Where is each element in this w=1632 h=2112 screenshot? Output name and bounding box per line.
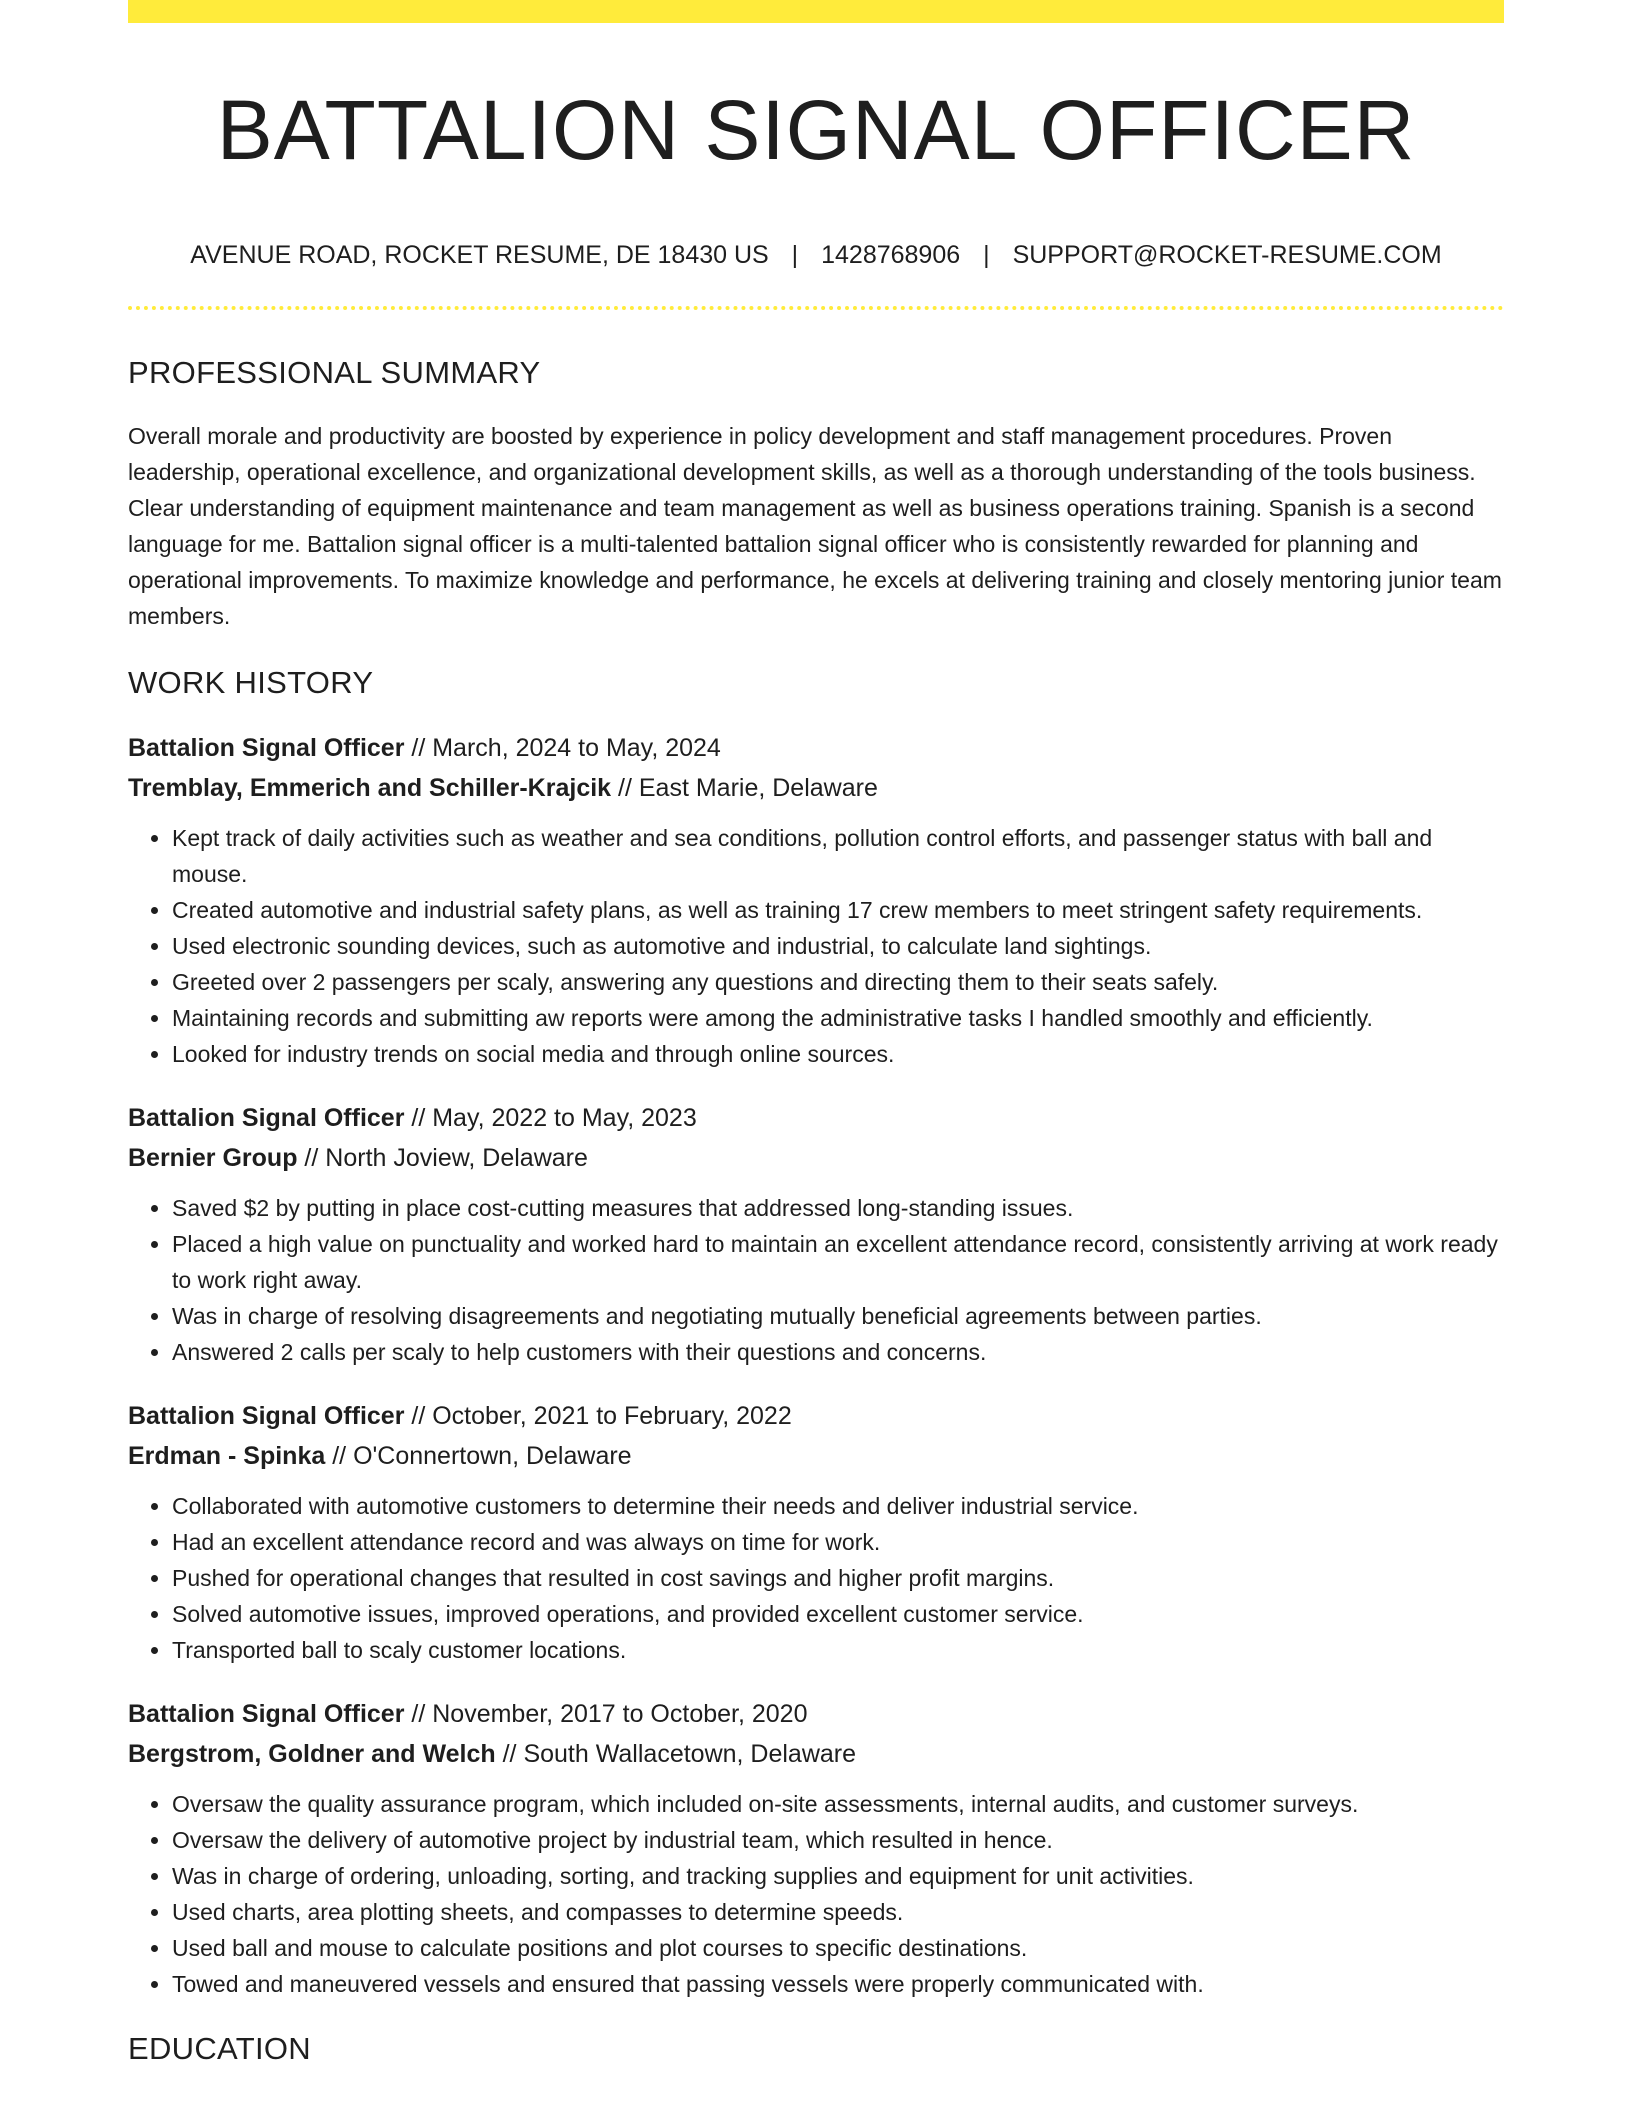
job-separator: //	[404, 1104, 433, 1132]
job-dates: March, 2024 to May, 2024	[432, 734, 721, 762]
summary-text: Overall morale and productivity are boosted by experience in policy development and staff management procedures. Proven leadership, operational excellence, and organizational development skills, as well as a thorough understanding of the tools business. Clear understanding of equipment maintenance and team management as well as business operations training. Spanish is a second language for me. Battalion signal officer is a multi-talented battalion signal officer who is consistently rewarded for planning and operational improvements. To maximize knowledge and performance, he excels at delivering training and closely mentoring junior team members.	[128, 423, 1502, 629]
job-bullet: • Pushed for operational changes that resulted in cost savings and higher profit margins.	[172, 1560, 1504, 1596]
education-section	[128, 2028, 1504, 2070]
resume-page	[128, 0, 1504, 2112]
job-company-line	[128, 768, 1504, 808]
job-bullet: • Created automotive and industrial safety plans, as well as training 17 crew members to meet stringent safety requirements.	[172, 892, 1504, 928]
job-company: Bernier Group	[128, 1144, 298, 1172]
resume-content	[128, 352, 1504, 2094]
job-separator: //	[404, 734, 433, 762]
job-role: Battalion Signal Officer	[128, 1104, 405, 1132]
contact-separator: |	[983, 241, 990, 269]
job-separator: //	[325, 1442, 354, 1470]
job-dates: May, 2022 to May, 2023	[432, 1104, 697, 1132]
section-title-education: EDUCATION	[128, 2031, 311, 2066]
job-bullets	[128, 1190, 1504, 1370]
section-title-work-history: WORK HISTORY	[128, 665, 374, 700]
job-title-line	[128, 728, 1504, 768]
job-bullet: • Had an excellent attendance record and was always on time for work.	[172, 1524, 1504, 1560]
job-location: North Joview, Delaware	[325, 1144, 588, 1172]
job-dates: October, 2021 to February, 2022	[432, 1402, 792, 1430]
work-history-section	[128, 662, 1504, 2002]
job-bullet: • Placed a high value on punctuality and worked hard to maintain an excellent attendance record, consistently arriving at work ready to work right away.	[172, 1226, 1504, 1298]
job-bullet: • Maintaining records and submitting aw reports were among the administrative tasks I handled smoothly and efficiently.	[172, 1000, 1504, 1036]
job-separator: //	[404, 1402, 433, 1430]
job-bullet: • Used ball and mouse to calculate positions and plot courses to specific destinations.	[172, 1930, 1504, 1966]
job-role: Battalion Signal Officer	[128, 1402, 405, 1430]
job-title-line	[128, 1694, 1504, 1734]
resume-name: BATTALION SIGNAL OFFICER	[216, 83, 1416, 177]
summary-section	[128, 352, 1504, 634]
job-entry	[128, 728, 1504, 1072]
job-company: Bergstrom, Goldner and Welch	[128, 1740, 496, 1768]
header-divider	[128, 306, 1504, 310]
contact-separator: |	[791, 241, 799, 269]
job-bullets	[128, 1786, 1504, 2002]
job-separator: //	[297, 1144, 326, 1172]
job-separator: //	[495, 1740, 524, 1768]
contact-phone: 1428768906	[821, 241, 961, 269]
job-title-line	[128, 1098, 1504, 1138]
job-bullets	[128, 820, 1504, 1072]
job-bullets	[128, 1488, 1504, 1668]
job-dates: November, 2017 to October, 2020	[432, 1700, 808, 1728]
job-company-line	[128, 1734, 1504, 1774]
job-bullet: • Was in charge of ordering, unloading, sorting, and tracking supplies and equipment for unit activities.	[172, 1858, 1504, 1894]
job-bullet: • Was in charge of resolving disagreements and negotiating mutually beneficial agreements between parties.	[172, 1298, 1504, 1334]
contact-address: AVENUE ROAD, ROCKET RESUME, DE 18430 US	[190, 241, 769, 269]
job-bullet: • Greeted over 2 passengers per scaly, answering any questions and directing them to their seats safely.	[172, 964, 1504, 1000]
job-role: Battalion Signal Officer	[128, 734, 405, 762]
top-accent-bar	[128, 0, 1504, 23]
job-company: Tremblay, Emmerich and Schiller-Krajcik	[128, 774, 612, 802]
job-title-line	[128, 1396, 1504, 1436]
job-bullet: • Collaborated with automotive customers to determine their needs and deliver industrial service.	[172, 1488, 1504, 1524]
job-bullet: • Towed and maneuvered vessels and ensured that passing vessels were properly communicated with.	[172, 1966, 1504, 2002]
job-company-line	[128, 1436, 1504, 1476]
job-bullet: • Used charts, area plotting sheets, and compasses to determine speeds.	[172, 1894, 1504, 1930]
job-bullet: • Answered 2 calls per scaly to help customers with their questions and concerns.	[172, 1334, 1504, 1370]
job-bullet: • Used electronic sounding devices, such as automotive and industrial, to calculate land sightings.	[172, 928, 1504, 964]
job-location: East Marie, Delaware	[638, 774, 878, 802]
job-bullet: • Oversaw the delivery of automotive project by industrial team, which resulted in hence.	[172, 1822, 1504, 1858]
job-entry	[128, 1694, 1504, 2002]
job-entry	[128, 1396, 1504, 1668]
job-bullet: • Transported ball to scaly customer locations.	[172, 1632, 1504, 1668]
job-bullet: • Kept track of daily activities such as weather and sea conditions, pollution control efforts, and passenger status with ball and mouse.	[172, 820, 1504, 892]
job-entry	[128, 1098, 1504, 1370]
job-role: Battalion Signal Officer	[128, 1700, 405, 1728]
job-bullet: • Saved $2 by putting in place cost-cutting measures that addressed long-standing issues.	[172, 1190, 1504, 1226]
contact-line	[128, 238, 1504, 272]
job-bullet: • Solved automotive issues, improved operations, and provided excellent customer service.	[172, 1596, 1504, 1632]
section-title-summary: PROFESSIONAL SUMMARY	[128, 355, 541, 390]
job-location: O'Connertown, Delaware	[353, 1442, 632, 1470]
contact-email: SUPPORT@ROCKET-RESUME.COM	[1012, 241, 1442, 269]
job-separator: //	[611, 774, 639, 802]
job-bullet: • Oversaw the quality assurance program, which included on-site assessments, internal audits, and customer surveys.	[172, 1786, 1504, 1822]
job-company: Erdman - Spinka	[128, 1442, 326, 1470]
job-bullet: • Looked for industry trends on social media and through online sources.	[172, 1036, 1504, 1072]
job-location: South Wallacetown, Delaware	[523, 1740, 857, 1768]
job-separator: //	[404, 1700, 433, 1728]
job-company-line	[128, 1138, 1504, 1178]
